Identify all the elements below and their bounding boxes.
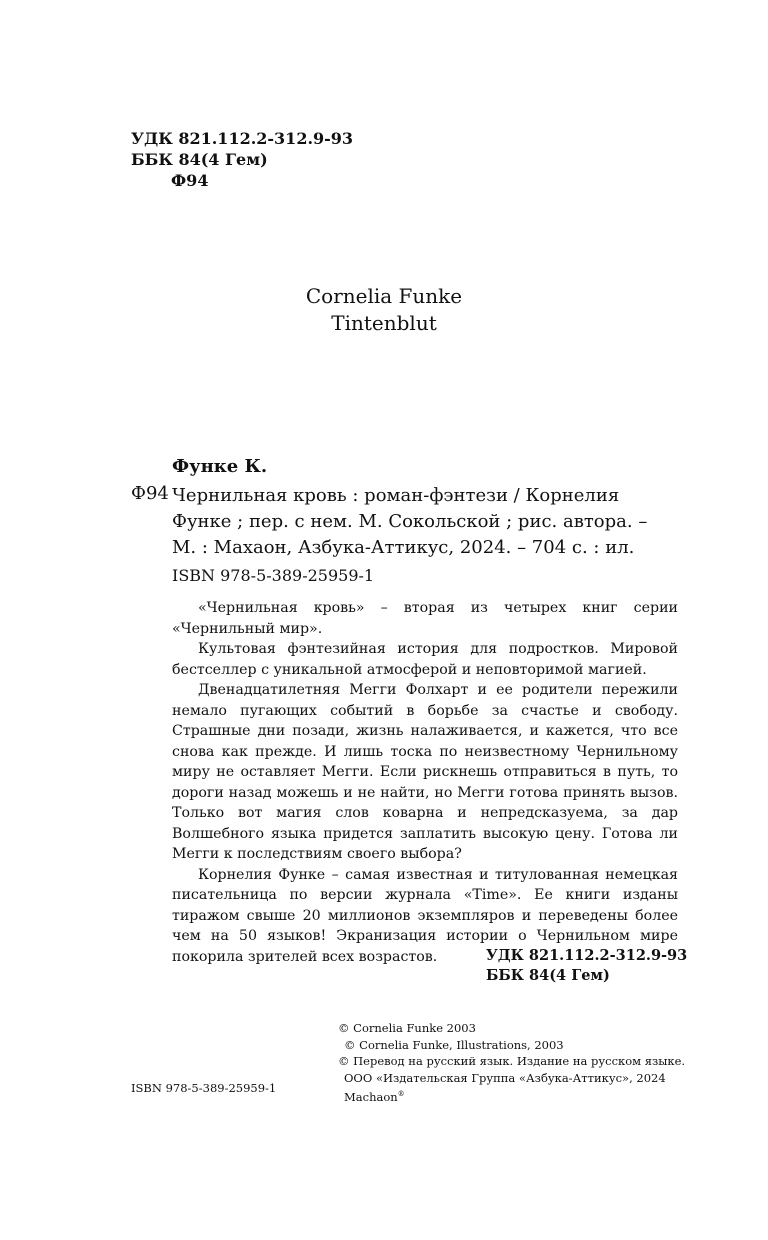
copyright-line: © Cornelia Funke 2003 <box>338 1021 476 1035</box>
original-title: Tintenblut <box>331 311 437 335</box>
biblio-line: М. : Махаон, Азбука-Аттикус, 2024. – 704 с. : ил. <box>172 537 635 558</box>
original-title-block <box>0 283 768 337</box>
catalog-author-mark: Ф94 <box>131 483 169 504</box>
udk-code: УДК 821.112.2-312.9-93 <box>131 129 354 148</box>
isbn-bottom: ISBN 978-5-389-25959-1 <box>131 1081 277 1095</box>
udk-code-bottom: УДК 821.112.2-312.9-93 <box>486 947 688 964</box>
author-mark: Ф94 <box>171 171 209 190</box>
classification-codes-bottom <box>486 946 687 986</box>
annotation-paragraph: «Чернильная кровь» – вторая из четырех книг серии «Чернильный мир». <box>172 600 678 637</box>
annotation <box>172 598 678 967</box>
annotation-paragraph: Культовая фэнтезийная история для подростков. Мировой бестселлер с уникальной атмосферой и неповторимой магией. <box>172 641 678 678</box>
isbn-main: ISBN 978-5-389-25959-1 <box>172 566 375 585</box>
bbk-code-bottom: ББК 84(4 Гем) <box>486 967 610 984</box>
original-author: Cornelia Funke <box>305 284 463 308</box>
catalog-author-heading: Функе К. <box>172 456 268 477</box>
publisher-imprint: Machaon <box>344 1089 398 1104</box>
annotation-paragraph: Корнелия Функе – самая известная и титулованная немецкая писательница по версии журнала «Time». Ее книги изданы тиражом свыше 20 миллионов экземпляров и переведены более чем на 50 языков! Экранизация истории о Чернильном мире покорила зрителей всех возрастов. <box>172 866 678 965</box>
copyright-block <box>338 1020 685 1105</box>
classification-codes <box>131 128 353 191</box>
copyright-line: © Перевод на русский язык. Издание на русском языке. <box>338 1054 686 1068</box>
biblio-line: Чернильная кровь : роман-фэнтези / Корнелия <box>172 485 620 506</box>
bbk-code: ББК 84(4 Гем) <box>131 150 268 169</box>
biblio-line: Функе ; пер. с нем. М. Сокольской ; рис. автора. – <box>172 511 648 532</box>
copyright-line: ООО «Издательская Группа «Азбука-Аттикус», 2024 <box>344 1070 666 1085</box>
registered-mark: ® <box>397 1090 405 1098</box>
bibliographic-description <box>172 483 678 561</box>
annotation-paragraph: Двенадцатилетняя Мегги Фолхарт и ее родители пережили немало пугающих событий в борьбе за счастье и свободу. Страшные дни позади, жизнь налаживается, и кажется, что все снова как прежде. И лишь тоска по неизвестному Чернильному миру не оставляет Мегги. Если рискнешь отправиться в путь, то дороги назад можешь и не найти, но Мегги готова принять вызов. Только вот магия слов коварна и непредсказуема, за дар Волшебного языка придется заплатить высокую цену. Готова ли Мегги к последствиям своего выбора? <box>172 682 678 862</box>
copyright-line: © Cornelia Funke, Illustrations, 2003 <box>344 1037 564 1052</box>
copyright-line <box>338 1086 685 1105</box>
